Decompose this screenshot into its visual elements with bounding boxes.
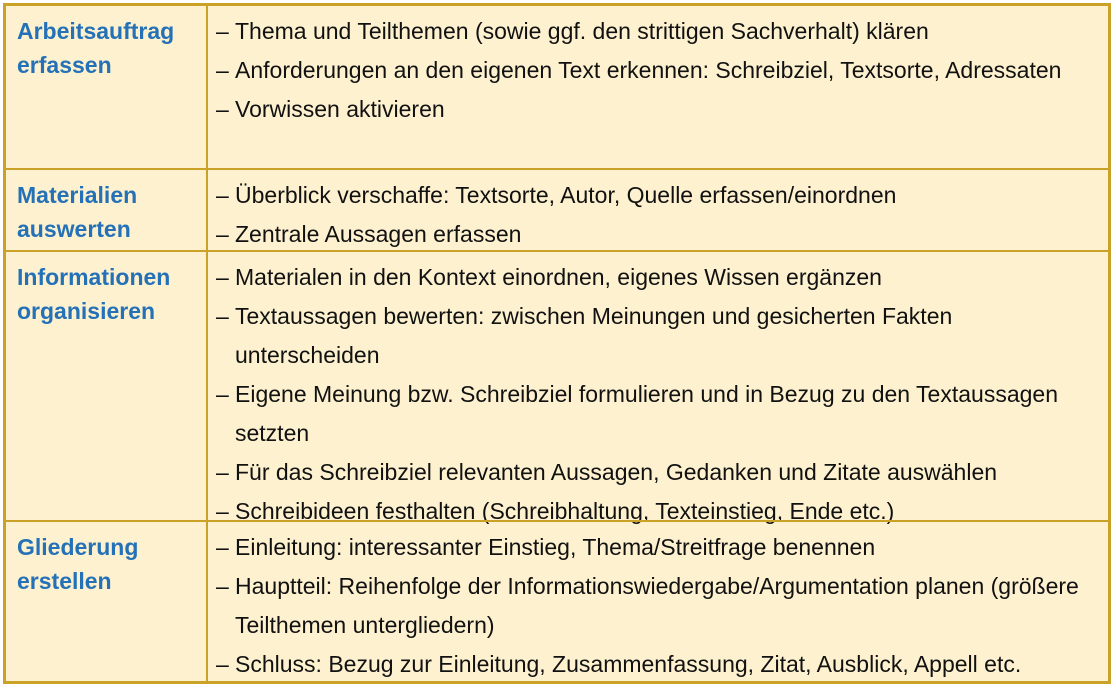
bullet-dash: – [216, 264, 229, 290]
list-item [216, 645, 1098, 684]
bullet-dash: – [216, 96, 229, 122]
heading-text: Gliederung erstellen [17, 534, 139, 594]
list-item [216, 453, 1098, 492]
item-text: Überblick verschaffe: Textsorte, Autor, Quelle erfassen/einordnen [235, 182, 897, 208]
bullet-dash: – [216, 381, 229, 407]
row-heading-materialien [6, 168, 208, 250]
row-items-informationen [208, 250, 1108, 524]
writing-steps-table [3, 3, 1111, 684]
heading-text: Informationen organisieren [17, 264, 171, 324]
item-text: Eigene Meinung bzw. Schreibziel formulieren und in Bezug zu den Textaussagen setzten [235, 381, 1058, 446]
bullet-dash: – [216, 534, 229, 560]
item-text: Vorwissen aktivieren [235, 96, 445, 122]
item-text: Materialen in den Kontext einordnen, eigenes Wissen ergänzen [235, 264, 882, 290]
list-item [216, 528, 1098, 567]
row-items-materialien [208, 168, 1108, 250]
heading-text: Materialien auswerten [17, 182, 138, 242]
row-heading-informationen [6, 250, 208, 520]
item-text: Hauptteil: Reihenfolge der Informationswiedergabe/Argumentation planen (größere Teilthemen untergliedern) [235, 573, 1079, 638]
item-text: Einleitung: interessanter Einstieg, Thema/Streitfrage benennen [235, 534, 876, 560]
list-item [216, 215, 1098, 254]
bullet-dash: – [216, 221, 229, 247]
heading-text: Arbeitsauftrag erfassen [17, 18, 175, 78]
bullet-dash: – [216, 498, 229, 524]
item-text: Thema und Teilthemen (sowie ggf. den strittigen Sachverhalt) klären [235, 18, 929, 44]
item-text: Zentrale Aussagen erfassen [235, 221, 522, 247]
list-item [216, 297, 1098, 375]
item-text: Für das Schreibziel relevanten Aussagen, Gedanken und Zitate auswählen [235, 459, 998, 485]
list-item [216, 51, 1098, 90]
item-text: Schluss: Bezug zur Einleitung, Zusammenfassung, Zitat, Ausblick, Appell etc. [235, 651, 1022, 677]
row-items-arbeitsauftrag [208, 6, 1108, 168]
bullet-dash: – [216, 18, 229, 44]
bullet-dash: – [216, 651, 229, 677]
bullet-dash: – [216, 303, 229, 329]
list-item [216, 90, 1098, 129]
list-item [216, 176, 1098, 215]
row-items-gliederung [208, 520, 1108, 684]
bullet-dash: – [216, 57, 229, 83]
list-item [216, 12, 1098, 51]
item-text: Schreibideen festhalten (Schreibhaltung, Texteinstieg, Ende etc.) [235, 498, 895, 524]
item-text: Anforderungen an den eigenen Text erkennen: Schreibziel, Textsorte, Adressaten [235, 57, 1062, 83]
row-heading-gliederung [6, 520, 208, 684]
bullet-dash: – [216, 459, 229, 485]
row-heading-arbeitsauftrag [6, 6, 208, 168]
list-item [216, 567, 1098, 645]
list-item [216, 258, 1098, 297]
item-text: Textaussagen bewerten: zwischen Meinungen und gesicherten Fakten unterscheiden [235, 303, 953, 368]
bullet-dash: – [216, 182, 229, 208]
list-item [216, 375, 1098, 453]
bullet-dash: – [216, 573, 229, 599]
